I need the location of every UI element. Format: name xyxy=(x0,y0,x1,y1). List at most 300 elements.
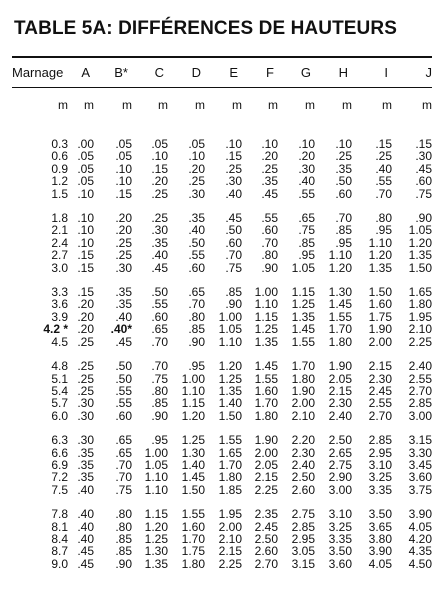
cell-c: .45 xyxy=(151,260,168,275)
cell-c: 1.05 xyxy=(144,457,168,472)
cell-marnage: 0.3 xyxy=(51,137,68,151)
cell-c: .85 xyxy=(151,396,168,411)
cell-e: 1.95 xyxy=(218,507,242,522)
cell-a: .15 xyxy=(77,260,94,275)
cell-i: .15 xyxy=(375,137,392,151)
cell-j: 3.60 xyxy=(408,470,432,485)
cell-c: .80 xyxy=(151,383,168,398)
cell-b: .55 xyxy=(115,383,132,398)
table-row xyxy=(12,262,432,274)
cell-a: .40 xyxy=(77,482,94,497)
cell-f: .35 xyxy=(261,174,278,189)
cell-c: 1.15 xyxy=(144,507,168,522)
cell-d: .50 xyxy=(188,235,205,250)
cell-j: 3.90 xyxy=(408,507,432,522)
cell-a: .05 xyxy=(77,174,94,189)
cell-i: .40 xyxy=(375,161,392,176)
cell-f: 2.70 xyxy=(254,556,278,571)
cell-marnage: 7.5 xyxy=(51,482,68,497)
column-header-c: C xyxy=(154,64,164,80)
cell-e: 1.80 xyxy=(218,470,242,485)
cell-f: 1.35 xyxy=(254,334,278,349)
cell-i: 3.50 xyxy=(368,507,392,522)
cell-f: 1.00 xyxy=(254,285,278,300)
cell-g: 2.50 xyxy=(291,470,315,485)
cell-b: .35 xyxy=(115,297,132,312)
cell-f: 1.45 xyxy=(254,359,278,374)
unit-d: m xyxy=(195,98,205,112)
cell-j: .60 xyxy=(415,174,432,189)
cell-marnage: 8.7 xyxy=(51,544,68,559)
cell-h: 1.20 xyxy=(328,260,352,275)
cell-b: .50 xyxy=(115,371,132,386)
cell-c: .15 xyxy=(151,161,168,176)
cell-c: 1.10 xyxy=(144,482,168,497)
cell-j: 2.55 xyxy=(408,371,432,386)
cell-h: 1.55 xyxy=(328,309,352,324)
cell-j: 3.30 xyxy=(408,445,432,460)
cell-i: 2.85 xyxy=(368,433,392,448)
cell-marnage: 5.4 xyxy=(51,383,68,398)
cell-j: 4.05 xyxy=(408,519,432,534)
table-row xyxy=(12,249,432,261)
cell-a: .25 xyxy=(77,359,94,374)
cell-marnage: 4.2 * xyxy=(43,322,68,337)
cell-b: .40 xyxy=(115,309,132,324)
cell-marnage: 4.5 xyxy=(51,334,68,349)
cell-c: .30 xyxy=(151,223,168,238)
cell-f: .25 xyxy=(261,161,278,176)
cell-i: 3.25 xyxy=(368,470,392,485)
cell-d: 1.50 xyxy=(181,482,205,497)
cell-h: .35 xyxy=(335,161,352,176)
cell-e: .75 xyxy=(225,260,242,275)
cell-f: .55 xyxy=(261,211,278,226)
cell-f: 1.80 xyxy=(254,408,278,423)
cell-d: 1.25 xyxy=(181,433,205,448)
cell-marnage: 0.9 xyxy=(51,161,68,176)
cell-c: 1.10 xyxy=(144,470,168,485)
cell-h: .60 xyxy=(335,186,352,201)
cell-b: .25 xyxy=(115,248,132,263)
cell-f: 1.90 xyxy=(254,433,278,448)
cell-e: 2.15 xyxy=(218,544,242,559)
cell-a: .00 xyxy=(77,137,94,151)
cell-d: 1.60 xyxy=(181,519,205,534)
cell-d: .55 xyxy=(188,248,205,263)
cell-a: .15 xyxy=(77,248,94,263)
cell-d: 1.70 xyxy=(181,531,205,546)
header-top-rule xyxy=(12,56,432,58)
cell-h: 2.05 xyxy=(328,371,352,386)
cell-c: 1.35 xyxy=(144,556,168,571)
cell-d: 1.45 xyxy=(181,470,205,485)
cell-marnage: 9.0 xyxy=(51,556,68,571)
cell-a: .15 xyxy=(77,285,94,300)
cell-j: 2.70 xyxy=(408,383,432,398)
unit-a: m xyxy=(84,98,94,112)
cell-b: .80 xyxy=(115,519,132,534)
table-row xyxy=(12,508,432,520)
cell-g: .20 xyxy=(298,149,315,164)
cell-g: .55 xyxy=(298,186,315,201)
cell-i: .80 xyxy=(375,211,392,226)
table-row xyxy=(12,224,432,236)
cell-g: 1.80 xyxy=(291,371,315,386)
cell-c: .25 xyxy=(151,186,168,201)
cell-i: 1.50 xyxy=(368,285,392,300)
cell-marnage: 4.8 xyxy=(51,359,68,374)
cell-h: 3.10 xyxy=(328,507,352,522)
cell-c: .75 xyxy=(151,371,168,386)
table-row xyxy=(12,323,432,335)
cell-d: .10 xyxy=(188,149,205,164)
cell-a: .35 xyxy=(77,470,94,485)
cell-f: 2.50 xyxy=(254,531,278,546)
cell-d: .95 xyxy=(188,359,205,374)
cell-h: 1.80 xyxy=(328,334,352,349)
cell-d: .05 xyxy=(188,137,205,151)
cell-g: .10 xyxy=(298,137,315,151)
table-title: TABLE 5A: DIFFÉRENCES DE HAUTEURS xyxy=(14,18,397,39)
cell-e: .90 xyxy=(225,297,242,312)
cell-j: 3.15 xyxy=(408,433,432,448)
cell-a: .45 xyxy=(77,556,94,571)
table-row xyxy=(12,298,432,310)
cell-c: .70 xyxy=(151,334,168,349)
cell-a: .20 xyxy=(77,309,94,324)
cell-e: .15 xyxy=(225,149,242,164)
cell-j: 1.05 xyxy=(408,223,432,238)
cell-e: 1.25 xyxy=(218,371,242,386)
cell-j: 1.50 xyxy=(408,260,432,275)
cell-c: .20 xyxy=(151,174,168,189)
cell-marnage: 6.0 xyxy=(51,408,68,423)
cell-b: .85 xyxy=(115,531,132,546)
cell-c: .95 xyxy=(151,433,168,448)
unit-f: m xyxy=(268,98,278,112)
units-row xyxy=(12,97,432,113)
cell-g: .85 xyxy=(298,235,315,250)
row-group xyxy=(12,212,432,274)
cell-a: .20 xyxy=(77,322,94,337)
cell-b: .50 xyxy=(115,359,132,374)
cell-g: .40 xyxy=(298,174,315,189)
cell-h: 2.30 xyxy=(328,396,352,411)
cell-e: .50 xyxy=(225,223,242,238)
cell-e: 1.20 xyxy=(218,359,242,374)
cell-g: 2.40 xyxy=(291,457,315,472)
cell-marnage: 3.6 xyxy=(51,297,68,312)
cell-e: .60 xyxy=(225,235,242,250)
cell-g: 2.75 xyxy=(291,507,315,522)
table-row xyxy=(12,397,432,409)
unit-b: m xyxy=(122,98,132,112)
cell-h: 2.75 xyxy=(328,457,352,472)
cell-h: 3.50 xyxy=(328,544,352,559)
cell-b: .40* xyxy=(110,322,132,337)
cell-a: .25 xyxy=(77,371,94,386)
cell-g: 1.45 xyxy=(291,322,315,337)
cell-e: 1.70 xyxy=(218,457,242,472)
cell-a: .40 xyxy=(77,507,94,522)
cell-e: .70 xyxy=(225,248,242,263)
cell-f: 2.35 xyxy=(254,507,278,522)
cell-marnage: 6.9 xyxy=(51,457,68,472)
cell-d: 1.40 xyxy=(181,457,205,472)
cell-marnage: 1.5 xyxy=(51,186,68,201)
cell-a: .25 xyxy=(77,383,94,398)
cell-g: 1.25 xyxy=(291,297,315,312)
row-group xyxy=(12,508,432,570)
cell-c: .55 xyxy=(151,297,168,312)
cell-b: .90 xyxy=(115,556,132,571)
cell-i: 3.65 xyxy=(368,519,392,534)
cell-marnage: 3.9 xyxy=(51,309,68,324)
unit-j: m xyxy=(422,98,432,112)
cell-i: 2.30 xyxy=(368,371,392,386)
cell-f: 1.10 xyxy=(254,297,278,312)
cell-d: 1.10 xyxy=(181,383,205,398)
cell-e: 2.10 xyxy=(218,531,242,546)
cell-a: .20 xyxy=(77,297,94,312)
cell-f: 1.25 xyxy=(254,322,278,337)
cell-h: .25 xyxy=(335,149,352,164)
cell-e: .45 xyxy=(225,211,242,226)
cell-e: 2.25 xyxy=(218,556,242,571)
cell-a: .05 xyxy=(77,149,94,164)
cell-a: .35 xyxy=(77,445,94,460)
unit-g: m xyxy=(305,98,315,112)
cell-marnage: 0.6 xyxy=(51,149,68,164)
cell-f: .90 xyxy=(261,260,278,275)
cell-i: 3.90 xyxy=(368,544,392,559)
cell-h: 1.45 xyxy=(328,297,352,312)
cell-a: .40 xyxy=(77,531,94,546)
row-group xyxy=(12,138,432,200)
cell-g: 2.10 xyxy=(291,408,315,423)
cell-d: .35 xyxy=(188,211,205,226)
cell-e: 1.50 xyxy=(218,408,242,423)
cell-j: .45 xyxy=(415,161,432,176)
cell-d: 1.75 xyxy=(181,544,205,559)
cell-e: 1.00 xyxy=(218,309,242,324)
cell-g: 3.15 xyxy=(291,556,315,571)
cell-marnage: 5.7 xyxy=(51,396,68,411)
cell-i: 1.20 xyxy=(368,248,392,263)
cell-g: 1.35 xyxy=(291,309,315,324)
cell-d: .30 xyxy=(188,186,205,201)
cell-h: .85 xyxy=(335,223,352,238)
table-row xyxy=(12,545,432,557)
cell-b: .35 xyxy=(115,285,132,300)
table-row xyxy=(12,150,432,162)
cell-c: .35 xyxy=(151,235,168,250)
cell-h: 3.00 xyxy=(328,482,352,497)
cell-marnage: 6.3 xyxy=(51,433,68,448)
cell-i: .95 xyxy=(375,223,392,238)
cell-j: 2.40 xyxy=(408,359,432,374)
cell-e: .85 xyxy=(225,285,242,300)
cell-g: 2.20 xyxy=(291,433,315,448)
table-row xyxy=(12,163,432,175)
cell-c: .70 xyxy=(151,359,168,374)
cell-b: .05 xyxy=(115,149,132,164)
cell-b: .10 xyxy=(115,174,132,189)
unit-c: m xyxy=(158,98,168,112)
cell-marnage: 1.2 xyxy=(51,174,68,189)
cell-g: 1.90 xyxy=(291,383,315,398)
cell-j: 1.95 xyxy=(408,309,432,324)
cell-i: 1.10 xyxy=(368,235,392,250)
cell-d: 1.00 xyxy=(181,371,205,386)
cell-d: 1.55 xyxy=(181,507,205,522)
cell-h: 2.15 xyxy=(328,383,352,398)
cell-marnage: 6.6 xyxy=(51,445,68,460)
cell-g: 2.95 xyxy=(291,531,315,546)
cell-marnage: 2.4 xyxy=(51,235,68,250)
cell-a: .35 xyxy=(77,457,94,472)
cell-d: .65 xyxy=(188,285,205,300)
table-row xyxy=(12,175,432,187)
cell-g: 2.30 xyxy=(291,445,315,460)
header-bottom-rule xyxy=(12,87,432,88)
column-header-d: D xyxy=(191,64,201,80)
cell-b: .55 xyxy=(115,396,132,411)
cell-j: 3.45 xyxy=(408,457,432,472)
cell-b: .65 xyxy=(115,445,132,460)
cell-h: 2.65 xyxy=(328,445,352,460)
cell-a: .10 xyxy=(77,211,94,226)
cell-c: 1.20 xyxy=(144,519,168,534)
cell-g: 1.55 xyxy=(291,334,315,349)
row-group xyxy=(12,360,432,422)
cell-g: 2.00 xyxy=(291,396,315,411)
unit-e: m xyxy=(232,98,242,112)
cell-h: 1.10 xyxy=(328,248,352,263)
cell-marnage: 2.7 xyxy=(51,248,68,263)
cell-g: 1.05 xyxy=(291,260,315,275)
table-row xyxy=(12,434,432,446)
cell-j: 4.35 xyxy=(408,544,432,559)
table-body xyxy=(12,138,432,582)
cell-marnage: 3.0 xyxy=(51,260,68,275)
column-header-f: F xyxy=(266,64,274,80)
cell-j: 1.35 xyxy=(408,248,432,263)
cell-j: .15 xyxy=(415,137,432,151)
cell-b: .75 xyxy=(115,482,132,497)
cell-j: .30 xyxy=(415,149,432,164)
cell-marnage: 8.1 xyxy=(51,519,68,534)
row-group xyxy=(12,434,432,496)
cell-c: .50 xyxy=(151,285,168,300)
cell-g: 2.60 xyxy=(291,482,315,497)
cell-h: .70 xyxy=(335,211,352,226)
cell-e: 1.05 xyxy=(218,322,242,337)
cell-j: .75 xyxy=(415,186,432,201)
cell-g: 1.15 xyxy=(291,285,315,300)
cell-h: .10 xyxy=(335,137,352,151)
cell-h: 1.90 xyxy=(328,359,352,374)
cell-d: 1.80 xyxy=(181,556,205,571)
cell-d: .70 xyxy=(188,297,205,312)
cell-j: 2.25 xyxy=(408,334,432,349)
cell-j: 1.80 xyxy=(408,297,432,312)
cell-i: .55 xyxy=(375,174,392,189)
table-row xyxy=(12,471,432,483)
cell-f: .70 xyxy=(261,235,278,250)
cell-j: 2.10 xyxy=(408,322,432,337)
column-header-i: I xyxy=(384,64,388,80)
cell-f: 1.55 xyxy=(254,371,278,386)
cell-g: 1.70 xyxy=(291,359,315,374)
cell-b: .65 xyxy=(115,433,132,448)
cell-marnage: 1.8 xyxy=(51,211,68,226)
unit-i: m xyxy=(382,98,392,112)
cell-i: .70 xyxy=(375,186,392,201)
cell-h: 2.50 xyxy=(328,433,352,448)
table-row xyxy=(12,212,432,224)
cell-c: .10 xyxy=(151,149,168,164)
cell-marnage: 2.1 xyxy=(51,223,68,238)
cell-b: .60 xyxy=(115,408,132,423)
cell-a: .10 xyxy=(77,223,94,238)
cell-marnage: 8.4 xyxy=(51,531,68,546)
table-row xyxy=(12,360,432,372)
unit-marnage: m xyxy=(58,98,68,112)
cell-a: .30 xyxy=(77,396,94,411)
cell-b: .30 xyxy=(115,260,132,275)
cell-a: .45 xyxy=(77,544,94,559)
cell-g: .30 xyxy=(298,161,315,176)
cell-d: 1.20 xyxy=(181,408,205,423)
table-row xyxy=(12,138,432,150)
column-header-row xyxy=(12,64,432,80)
cell-e: .10 xyxy=(225,137,242,151)
cell-j: 4.50 xyxy=(408,556,432,571)
cell-i: 2.55 xyxy=(368,396,392,411)
cell-d: .20 xyxy=(188,161,205,176)
cell-d: 1.15 xyxy=(181,396,205,411)
cell-f: 1.15 xyxy=(254,309,278,324)
cell-d: .85 xyxy=(188,322,205,337)
cell-e: 1.85 xyxy=(218,482,242,497)
cell-b: .20 xyxy=(115,211,132,226)
table-row xyxy=(12,558,432,570)
column-header-h: H xyxy=(338,64,348,80)
column-header-g: G xyxy=(300,64,311,80)
cell-g: .95 xyxy=(298,248,315,263)
cell-h: .50 xyxy=(335,174,352,189)
cell-f: 2.45 xyxy=(254,519,278,534)
cell-d: 1.30 xyxy=(181,445,205,460)
cell-i: .25 xyxy=(375,149,392,164)
cell-c: .90 xyxy=(151,408,168,423)
cell-h: 2.40 xyxy=(328,408,352,423)
cell-f: 2.00 xyxy=(254,445,278,460)
cell-h: 1.70 xyxy=(328,322,352,337)
cell-e: 2.00 xyxy=(218,519,242,534)
cell-i: 3.10 xyxy=(368,457,392,472)
cell-h: 3.25 xyxy=(328,519,352,534)
cell-f: 1.70 xyxy=(254,396,278,411)
cell-marnage: 7.2 xyxy=(51,470,68,485)
cell-b: .45 xyxy=(115,334,132,349)
cell-b: .85 xyxy=(115,544,132,559)
cell-i: 4.05 xyxy=(368,556,392,571)
cell-g: .75 xyxy=(298,223,315,238)
cell-j: 1.65 xyxy=(408,285,432,300)
